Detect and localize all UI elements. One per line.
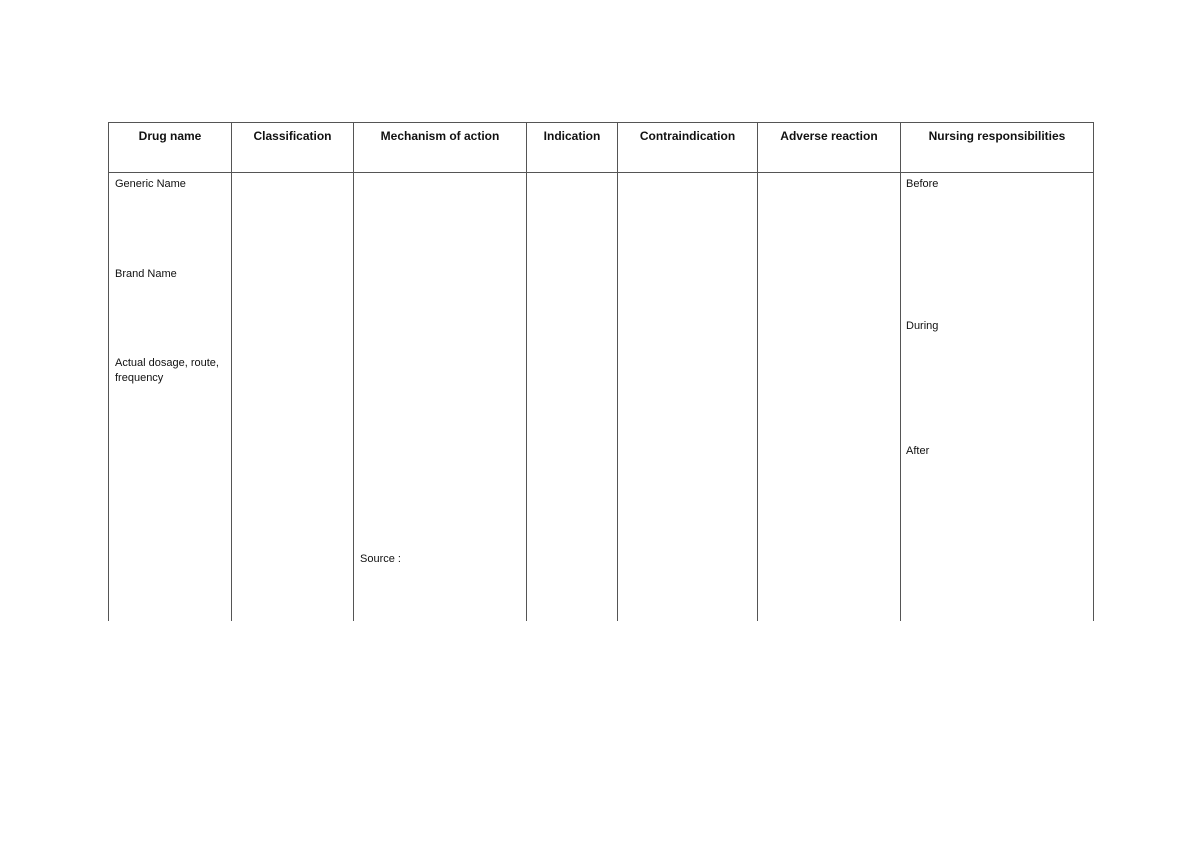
cell-indication	[527, 173, 618, 622]
header-drug-name: Drug name	[109, 123, 232, 173]
cell-nursing-responsibilities	[901, 173, 1094, 622]
cell-mechanism-of-action	[354, 173, 527, 622]
drug-study-table	[108, 122, 1094, 621]
header-classification: Classification	[232, 123, 354, 173]
header-indication: Indication	[527, 123, 618, 173]
cell-adverse-reaction	[758, 173, 901, 622]
cell-classification	[232, 173, 354, 622]
header-adverse-reaction: Adverse reaction	[758, 123, 901, 173]
generic-name-label: Generic Name	[115, 178, 186, 190]
cell-drug-name	[109, 173, 232, 622]
body-row	[109, 173, 1094, 622]
before-label: Before	[906, 178, 939, 190]
header-contraindication: Contraindication	[618, 123, 758, 173]
source-label: Source :	[360, 553, 401, 565]
brand-name-label: Brand Name	[115, 268, 177, 280]
after-label: After	[906, 445, 930, 457]
during-label: During	[906, 320, 939, 332]
header-mechanism-of-action: Mechanism of action	[354, 123, 527, 173]
dosage-label: Actual dosage, route, frequency	[115, 357, 219, 384]
cell-contraindication	[618, 173, 758, 622]
header-row	[109, 123, 1094, 173]
header-nursing-responsibilities: Nursing responsibilities	[901, 123, 1094, 173]
